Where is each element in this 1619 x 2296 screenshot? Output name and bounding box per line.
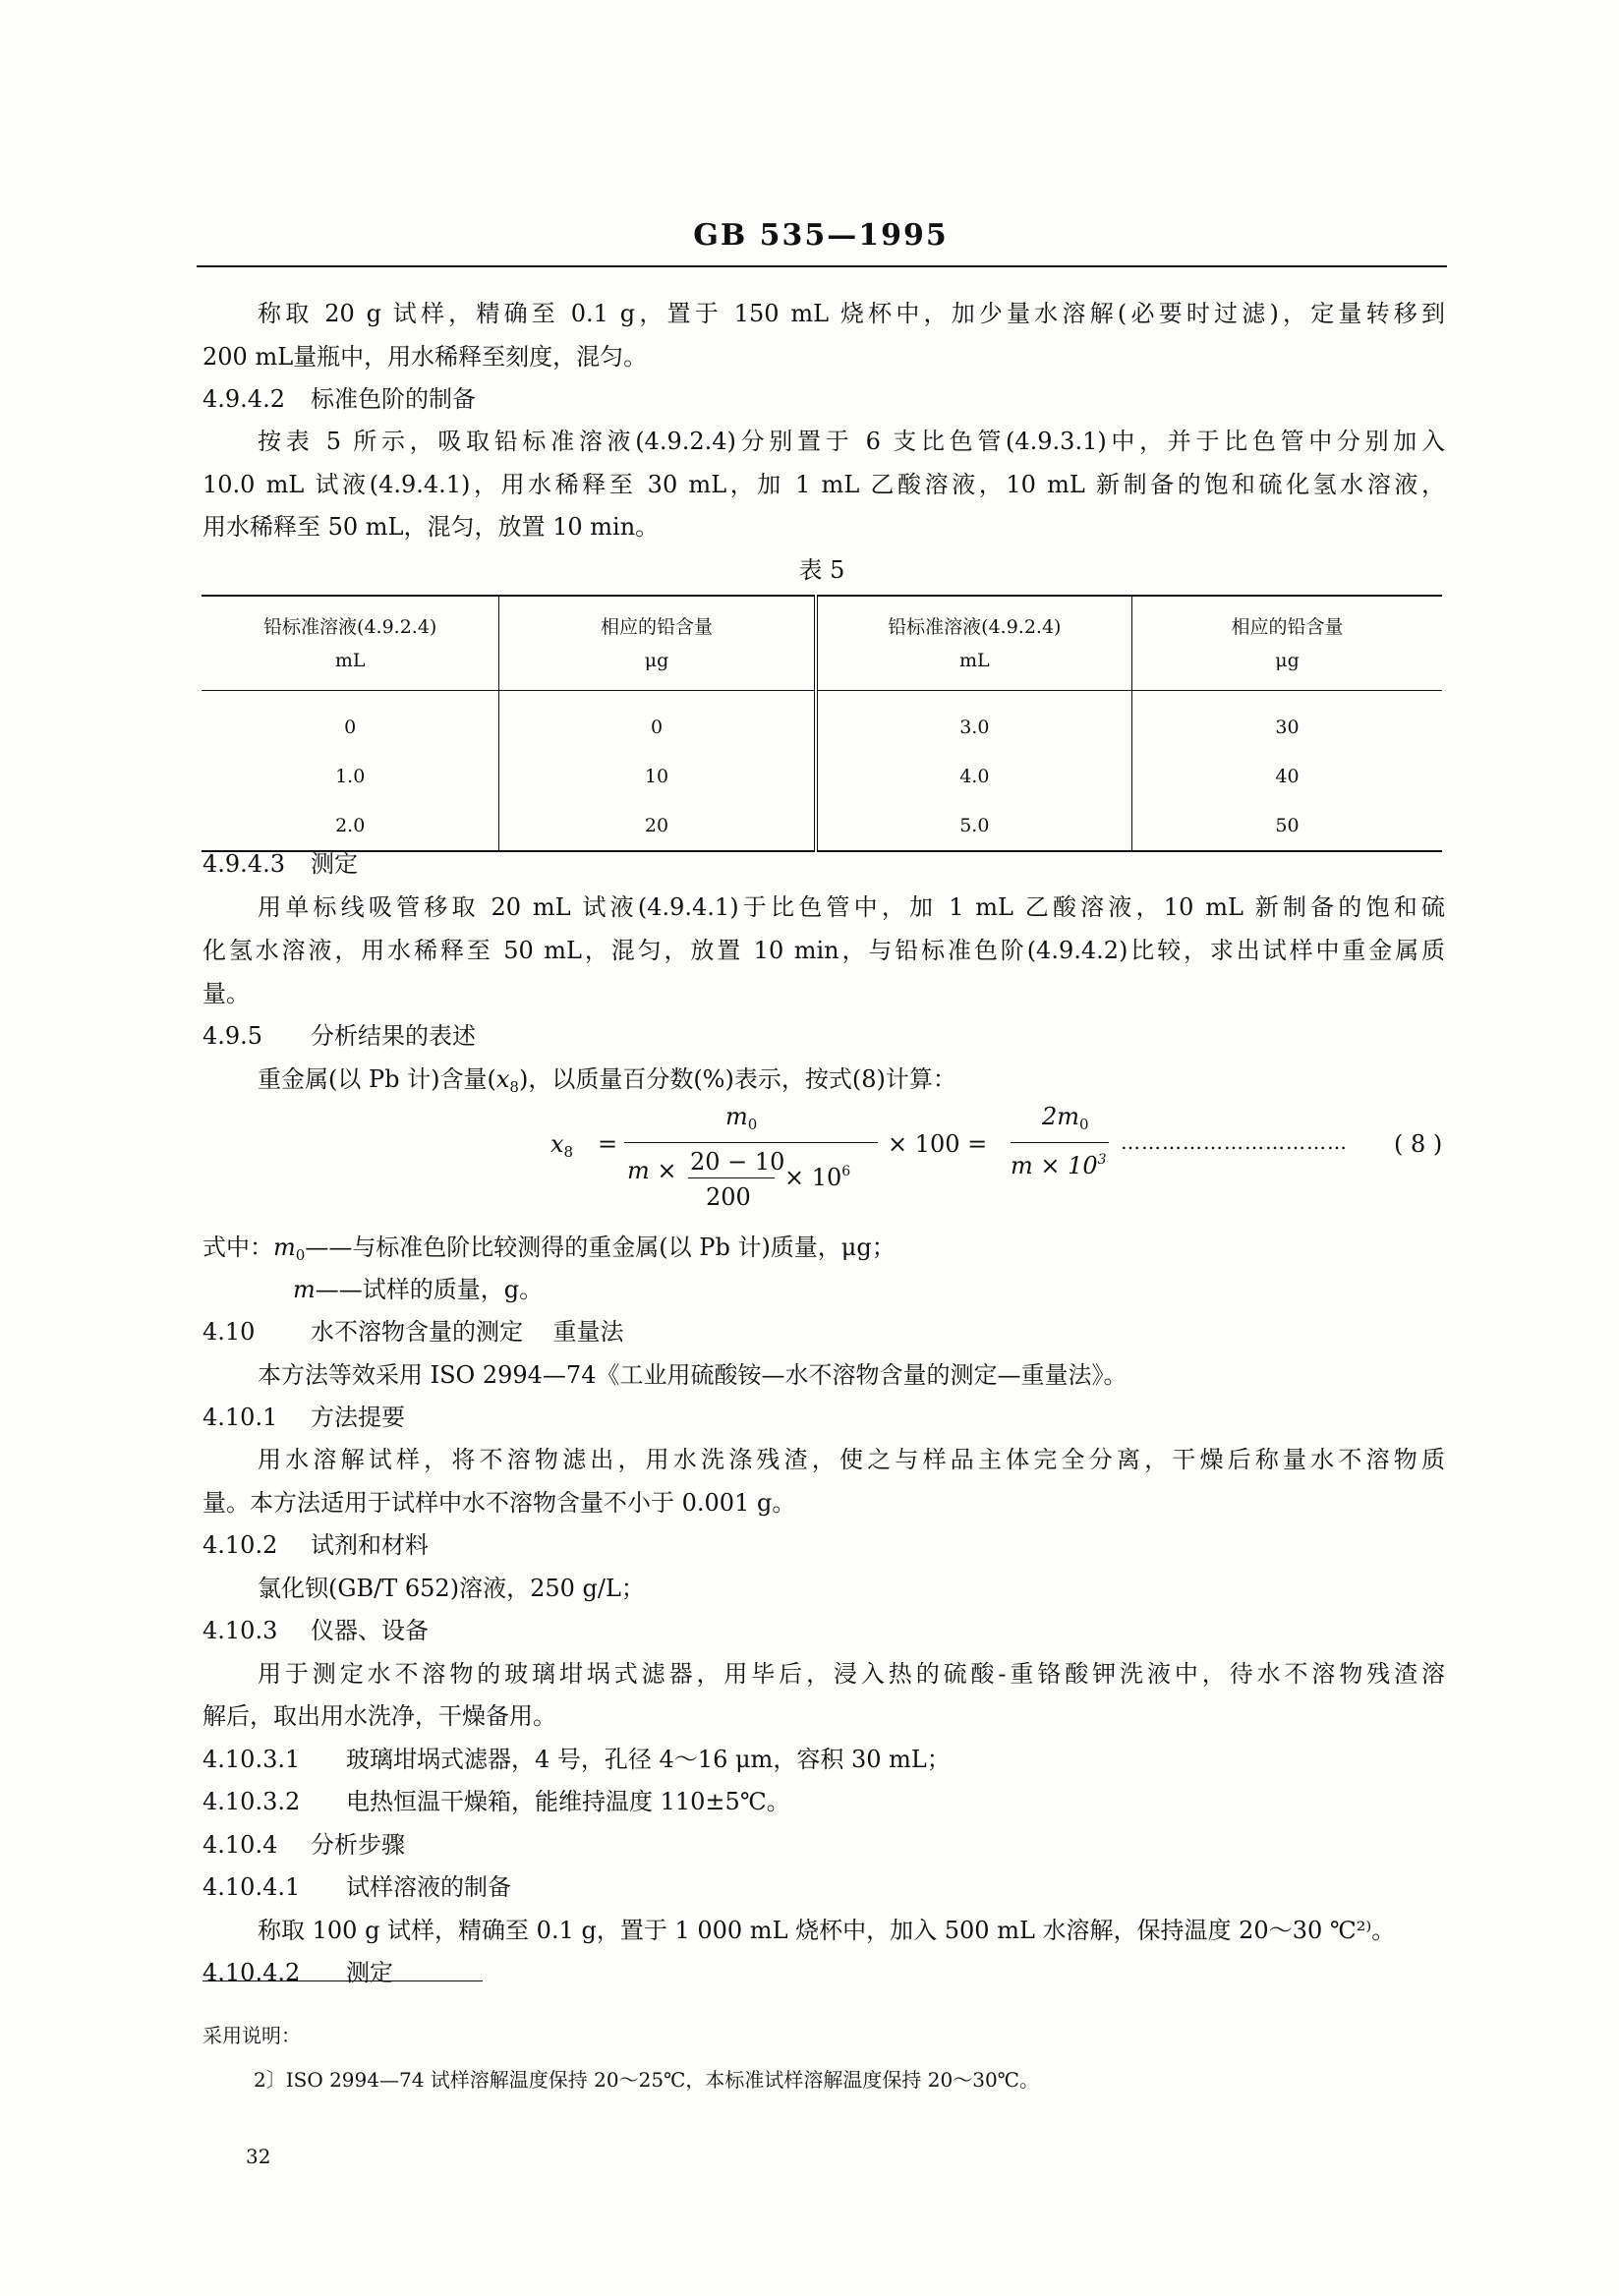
page-number: 32 bbox=[246, 2145, 271, 2168]
section-title: 测定 bbox=[346, 1959, 393, 1986]
section-number: 4.9.4.2 bbox=[202, 385, 285, 413]
section-number: 4.10.3.1 bbox=[202, 1746, 301, 1773]
paragraph-line: 重金属(以 Pb 计)含量$(x_8)$，以质量百分数(%)表示，按式(8)计算： bbox=[258, 1065, 956, 1096]
table-row bbox=[202, 691, 1442, 753]
paragraph-line: 氯化钡(GB/T 652)溶液，250 g/L； bbox=[258, 1575, 645, 1602]
section-number: 4.10.4.1 bbox=[202, 1873, 301, 1901]
table-cell: 40 bbox=[1275, 766, 1300, 787]
section-heading-4-10-4-2 bbox=[202, 1957, 393, 1988]
section-title: 测定 bbox=[311, 850, 358, 878]
table-header-row bbox=[202, 596, 1442, 691]
footnote-rule bbox=[202, 1980, 483, 1981]
where-line-m0: 式中：$m_0——$与标准色阶比较测得的重金属(以 Pb 计)质量，μg； bbox=[202, 1234, 896, 1264]
fraction-bar-2 bbox=[1011, 1142, 1109, 1143]
section-title: 电热恒温干燥箱，能维持温度 110±5℃。 bbox=[346, 1788, 790, 1815]
section-heading-4-9-4-3 bbox=[202, 848, 358, 880]
formula-inner-numerator: 20 − 10 bbox=[690, 1148, 785, 1176]
section-title: 分析步骤 bbox=[311, 1831, 405, 1859]
section-number: 4.10.3.2 bbox=[202, 1788, 301, 1815]
paragraph-line: 本方法等效采用 ISO 2994—74《工业用硫酸铵—水不溶物含量的测定—重量法》。 bbox=[258, 1361, 1128, 1389]
section-heading-4-10-3-2 bbox=[202, 1786, 790, 1817]
formula-equals: = bbox=[598, 1130, 618, 1158]
section-number: 4.10.1 bbox=[202, 1404, 278, 1431]
section-number: 4.10.3 bbox=[202, 1617, 278, 1644]
paragraph-line: 用水溶解试样，将不溶物滤出，用水洗涤残渣，使之与样品主体完全分离，干燥后称量水不溶物质 bbox=[258, 1446, 1445, 1473]
section-number: 4.10.4 bbox=[202, 1831, 278, 1859]
table-cell: 10 bbox=[499, 752, 816, 801]
table-cell: 20 bbox=[499, 801, 816, 851]
table-header-cell: 铅标准溶液(4.9.2.4) mL bbox=[816, 596, 1132, 691]
table-cell: 4.0 bbox=[816, 752, 1132, 801]
paragraph-line: 用水稀释至 50 mL，混匀，放置 10 min。 bbox=[202, 513, 660, 541]
section-heading-4-10-3 bbox=[202, 1615, 429, 1646]
inner-fraction-bar bbox=[688, 1177, 775, 1178]
paragraph-line: 10.0 mL 试液(4.9.4.1)，用水稀释至 30 mL，加 1 mL 乙酸溶液，10 mL 新制备的饱和硫化氢水溶液， bbox=[202, 471, 1445, 498]
section-title: 标准色阶的制备 bbox=[311, 385, 476, 413]
where-line-m: m——试样的质量，g。 bbox=[293, 1276, 544, 1303]
table-cell: 5.0 bbox=[816, 801, 1132, 851]
paragraph-line: 按表 5 所示，吸取铅标准溶液(4.9.2.4)分别置于 6 支比色管(4.9.3.1)中，并于比色管中分别加入 bbox=[258, 428, 1445, 455]
paragraph-line: 化氢水溶液，用水稀释至 50 mL，混匀，放置 10 min，与铅标准色阶(4.9.4.2)比较，求出试样中重金属质 bbox=[202, 937, 1445, 964]
formula-denominator-m: m × bbox=[627, 1157, 677, 1184]
table-cell: 0 bbox=[499, 691, 816, 753]
formula-label: ( 8 ) bbox=[1394, 1130, 1443, 1158]
table-header-cell: 相应的铅含量 μg bbox=[499, 596, 816, 691]
section-number: 4.10 bbox=[202, 1318, 256, 1346]
formula-times-100: × 100 = bbox=[888, 1130, 988, 1158]
paragraph-line: 解后，取出用水洗净，干燥备用。 bbox=[202, 1702, 556, 1730]
section-number: 4.10.2 bbox=[202, 1531, 278, 1559]
section-number: 4.10.4.2 bbox=[202, 1959, 301, 1986]
formula-leader-dots: …………………………… bbox=[1121, 1130, 1348, 1154]
section-number: 4.9.5 bbox=[202, 1022, 263, 1050]
table-cell: 50 bbox=[1275, 815, 1300, 836]
header-rule bbox=[197, 265, 1447, 267]
paragraph-line: 200 mL量瓶中，用水稀释至刻度，混匀。 bbox=[202, 343, 648, 371]
section-title: 试样溶液的制备 bbox=[346, 1873, 511, 1901]
section-title: 分析结果的表述 bbox=[311, 1022, 476, 1050]
table-header-cell: 铅标准溶液(4.9.2.4) mL bbox=[202, 596, 499, 691]
section-heading-4-9-4-2 bbox=[202, 383, 476, 415]
section-heading-4-10 bbox=[202, 1316, 624, 1348]
section-heading-4-10-4-1 bbox=[202, 1871, 511, 1903]
paragraph-line: 用单标线吸管移取 20 mL 试液(4.9.4.1)于比色管中，加 1 mL 乙酸溶液，10 mL 新制备的饱和硫 bbox=[258, 893, 1445, 921]
paragraph-line: 称取 20 g 试样，精确至 0.1 g，置于 150 mL 烧杯中，加少量水溶解(必要时过滤)，定量转移到 bbox=[258, 300, 1445, 327]
formula-numerator: $m_0$ bbox=[725, 1103, 758, 1133]
formula-inner-denominator: 200 bbox=[706, 1183, 751, 1211]
table-cell: 0 bbox=[202, 691, 499, 753]
formula-denominator-2: $m \times 10^3$ bbox=[1011, 1152, 1107, 1179]
section-title: 试剂和材料 bbox=[311, 1531, 429, 1559]
table-cell: 1.0 bbox=[202, 752, 499, 801]
footnote-text: 2〕ISO 2994—74 试样溶解温度保持 20～25℃，本标准试样溶解温度保持 20～30℃。 bbox=[254, 2068, 1040, 2092]
paragraph-line: 量。 bbox=[202, 980, 250, 1007]
formula-8 bbox=[550, 1103, 1445, 1211]
paragraph-line: 称取 100 g 试样，精确至 0.1 g，置于 1 000 mL 烧杯中，加入 500 mL 水溶解，保持温度 20～30 ℃²⁾。 bbox=[258, 1917, 1396, 1944]
formula-lhs: $x_8$ bbox=[550, 1130, 574, 1161]
section-heading-4-10-1 bbox=[202, 1402, 405, 1433]
section-heading-4-10-4 bbox=[202, 1829, 405, 1861]
table-cell: 2.0 bbox=[202, 801, 499, 851]
section-title: 水不溶物含量的测定 重量法 bbox=[311, 1318, 624, 1346]
footnote-title: 采用说明： bbox=[202, 2024, 301, 2047]
section-title: 玻璃坩埚式滤器，4 号，孔径 4～16 μm，容积 30 mL； bbox=[346, 1746, 951, 1773]
section-heading-4-10-3-1 bbox=[202, 1744, 951, 1775]
formula-numerator-2: $2m_0$ bbox=[1042, 1103, 1089, 1133]
fraction-bar bbox=[624, 1142, 878, 1143]
table-row bbox=[202, 752, 1442, 801]
table-cell: 3.0 bbox=[816, 691, 1132, 753]
paragraph-line: 量。本方法适用于试样中水不溶物含量不小于 0.001 g。 bbox=[202, 1489, 796, 1517]
section-heading-4-10-2 bbox=[202, 1529, 429, 1561]
section-title: 方法提要 bbox=[311, 1404, 405, 1431]
table-row bbox=[202, 801, 1442, 851]
table-caption: 表 5 bbox=[798, 556, 845, 584]
section-number: 4.9.4.3 bbox=[202, 850, 285, 878]
paragraph-line: 用于测定水不溶物的玻璃坩埚式滤器，用毕后，浸入热的硫酸-重铬酸钾洗液中，待水不溶物残渣溶 bbox=[258, 1660, 1445, 1688]
section-heading-4-9-5 bbox=[202, 1020, 476, 1052]
table-cell: 30 bbox=[1275, 717, 1300, 738]
table-header-cell: 相应的铅含量 μg bbox=[1131, 596, 1442, 691]
table-5 bbox=[202, 595, 1442, 852]
section-title: 仪器、设备 bbox=[311, 1617, 429, 1644]
page-header-standard-code: GB 535—1995 bbox=[693, 218, 949, 253]
formula-power-term: × $10^6$ bbox=[784, 1164, 851, 1191]
